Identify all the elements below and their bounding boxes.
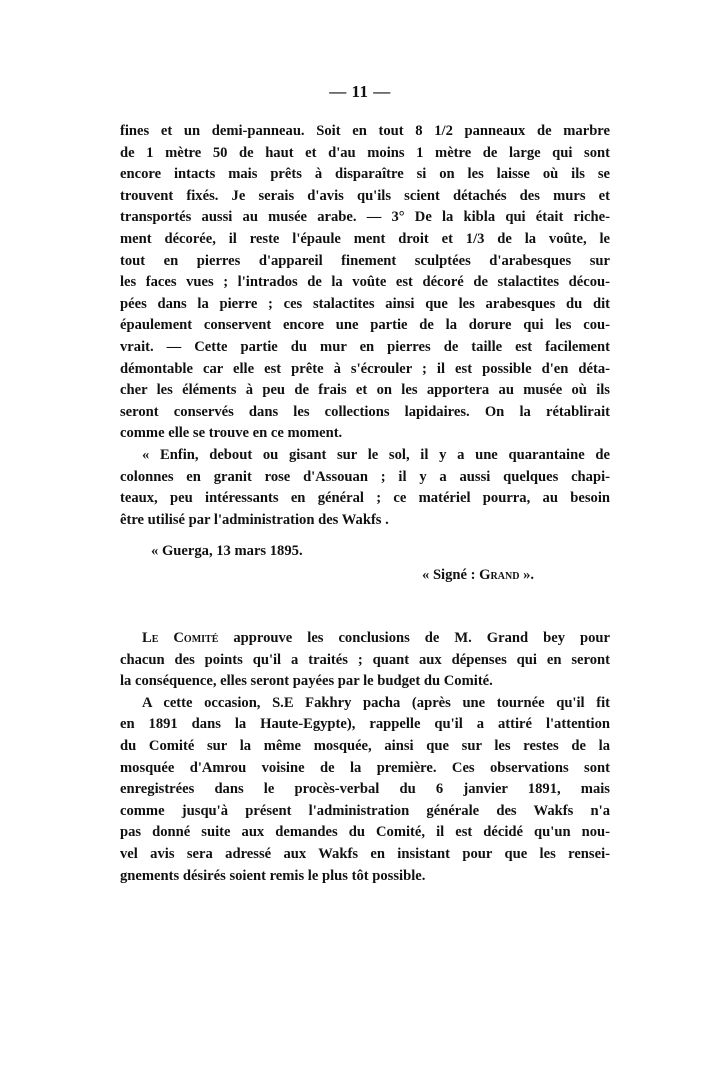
committee-heading: Le Comité [142,630,219,646]
paragraph-committee-decision [120,628,610,887]
text-line: A cette occasion, S.E Fakhry pacha (après une tournée qu'il fit [142,694,610,711]
text-line: les faces vues ; l'intrados de la voûte est décoré de stalactites décou- [120,274,610,291]
letter-dateline: « Guerga, 13 mars 1895. [151,543,303,559]
text-line: la conséquence, elles seront payées par le budget du Comité. [120,673,493,690]
text-line: « Enfin, debout ou gisant sur le sol, il y a une quarantaine de [142,446,610,463]
text-line: en 1891 dans la Haute-Egypte), rappelle qu'il a attiré l'attention [120,716,610,733]
text-line: être utilisé par l'administration des Wakfs . [120,511,389,528]
text-line: comme jusqu'à présent l'administration générale des Wakfs n'a [120,802,610,819]
signature-name: Grand [479,567,520,583]
text-line: vel avis sera adressé aux Wakfs en insistant pour que les rensei- [120,845,610,862]
text-line: ment décorée, il reste l'épaule ment droit et 1/3 de la voûte, le [120,230,610,247]
text-line: vrait. — Cette partie du mur en pierres de taille est facilement [120,338,610,355]
text-line: encore intacts mais prêts à disparaître si on les laisse où ils se [120,166,610,183]
text-line: comme elle se trouve en ce moment. [120,425,343,442]
text-line: pées dans la pierre ; ces stalactites ainsi que les arabesques du dit [120,295,610,312]
signature-suffix: ». [519,567,535,583]
text-line: transportés aussi au musée arabe. — 3° De la kibla qui était riche- [120,209,610,226]
text-line [120,628,610,650]
text-line: teaux, peu intéressants en général ; ce matériel pourra, au besoin [120,490,610,507]
text-line: trouvent fixés. Je serais d'avis qu'ils scient détachés des murs et [120,187,610,204]
text-line: épaulement conservent encore une partie de la dorure qui les cou- [120,317,610,334]
paragraph-kibla-description [120,121,610,531]
text-line: cher les éléments à peu de frais et on les apportera au musée où ils [120,382,610,399]
text-line: mosquée d'Amrou voisine de la première. Ces observations sont [120,759,610,776]
text-line: enregistrées dans le procès-verbal du 6 janvier 1891, mais [120,781,610,798]
text-line: seront conservés dans les collections lapidaires. On la rétablirait [120,403,610,420]
text-line: pas donné suite aux demandes du Comité, il est décidé qu'un nou- [120,824,610,841]
text-line: démontable car elle est prête à s'écrouler ; il est possible d'en déta- [120,360,610,377]
text-line: chacun des points qu'il a traités ; quant aux dépenses qui en seront [120,651,610,668]
text-line: fines et un demi-panneau. Soit en tout 8 1/2 panneaux de marbre [120,123,610,139]
signature-prefix: « Signé : [422,567,480,583]
letter-signature [422,567,534,584]
text-line: colonnes en granit rose d'Assouan ; il y a aussi quelques chapi- [120,468,610,485]
text-line: tout en pierres d'appareil finement sculptées d'arabesques sur [120,252,610,269]
text-line: gnements désirés soient remis le plus tôt possible. [120,867,426,884]
text-line: de 1 mètre 50 de haut et d'au moins 1 mètre de large qui sont [120,144,610,161]
first-line-rest: approuve les conclusions de M. Grand bey pour [218,630,610,646]
text-line: du Comité sur la même mosquée, ainsi que sur les restes de la [120,737,610,754]
page-number: — 11 — [329,82,391,101]
